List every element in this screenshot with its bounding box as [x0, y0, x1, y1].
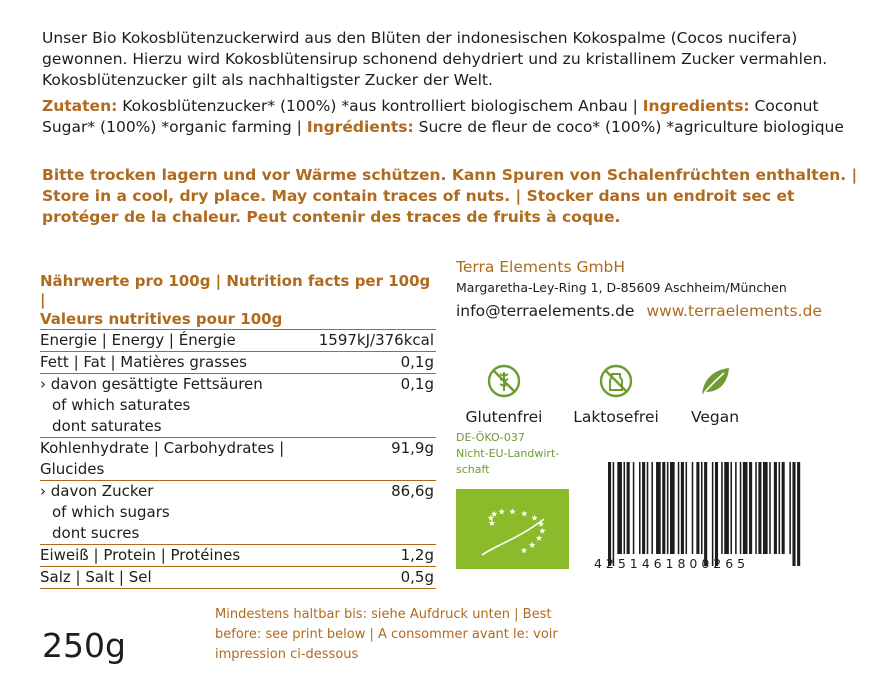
nutrition-row-value: 91,9g	[391, 439, 434, 457]
eu-organic-logo	[456, 489, 569, 569]
gluten-free-icon	[487, 364, 521, 398]
eu-leaf-star	[491, 511, 497, 517]
barcode-bar	[670, 462, 675, 554]
eco-code: DE-ÖKO-037	[456, 431, 525, 444]
nutrition-row-value: 86,6g	[391, 482, 434, 500]
barcode-bar	[779, 462, 781, 554]
nutrition-table	[40, 272, 436, 589]
eu-leaf-star	[531, 515, 537, 521]
ingredients-label-de: Zutaten:	[42, 97, 118, 115]
barcode-graphic	[584, 458, 844, 572]
eco-origin-line-1: Nicht-EU-Landwirt-	[456, 447, 560, 460]
eu-leaf-star	[509, 508, 515, 514]
nutrition-row	[40, 545, 436, 567]
eu-leaf-star	[498, 508, 504, 514]
net-weight: 250g	[42, 626, 126, 665]
barcode-bar	[721, 462, 723, 554]
barcode-bar	[686, 462, 688, 554]
nutrition-heading-1: Nährwerte pro 100g | Nutrition facts per 100g |	[40, 272, 431, 309]
nutrition-rows	[40, 330, 436, 589]
nutrition-row-line: Eiweiß | Protein | Protéines	[40, 546, 241, 564]
lactose-free-icon	[599, 364, 633, 398]
barcode-bar	[763, 462, 768, 554]
nutrition-heading-2: Valeurs nutritives pour 100g	[40, 310, 436, 330]
nutrition-row-label	[40, 545, 314, 566]
barcode-bar	[701, 462, 703, 554]
barcode-bar	[735, 462, 737, 554]
barcode-number: 4 2 5 1 4 6 1 8 0 0 2 6 5	[594, 556, 746, 571]
ingredients-label-en: Ingredients:	[642, 97, 750, 115]
nutrition-row-label	[40, 330, 314, 351]
storage-warning: Bitte trocken lagern und vor Wärme schützen. Kann Spuren von Schalenfrüchten enthalten. | Store in a cool, dry place. May contain traces of nuts. | Stocker dans un endroit sec et protéger de la chaleur. Peut contenir des traces de fruits à coque.	[42, 166, 858, 226]
barcode-bar	[627, 462, 630, 554]
company-address: Margaretha-Ley-Ring 1, D-85609 Aschheim/München	[456, 280, 787, 295]
badge-vegan-label: Vegan	[690, 408, 740, 426]
ingredients-label-fr: Ingrédients:	[306, 118, 414, 136]
eu-leaf-star	[521, 510, 527, 516]
barcode-bar	[613, 462, 615, 566]
nutrition-row	[40, 438, 436, 481]
barcode-bar	[624, 462, 626, 554]
nutrition-row	[40, 481, 436, 545]
barcode-bar	[724, 462, 729, 554]
barcode-bar	[749, 462, 752, 554]
nutrition-row-line: of which sugars	[52, 503, 170, 521]
barcode-bar	[656, 462, 661, 554]
nutrition-row-line: Kohlenhydrate | Carbohydrates |	[40, 439, 285, 457]
barcode-bar	[743, 462, 748, 554]
ingredients-text-fr: Sucre de fleur de coco* (100%) *agriculture biologique	[413, 118, 844, 136]
nutrition-row-value: 0,1g	[400, 375, 434, 393]
nutrition-row	[40, 567, 436, 589]
barcode-bar	[647, 462, 649, 554]
nutrition-row-label	[40, 374, 314, 437]
nutrition-row-label	[40, 481, 314, 544]
barcode-bar	[782, 462, 785, 554]
badge-vegan	[665, 364, 765, 426]
barcode-bar	[715, 462, 718, 566]
barcode-bar	[667, 462, 669, 554]
eco-origin-line-2: schaft	[456, 463, 490, 476]
barcode-bar	[678, 462, 680, 554]
nutrition-row	[40, 352, 436, 374]
nutrition-row-value: 1597kJ/376kcal	[318, 331, 434, 349]
barcode-bar	[639, 462, 641, 554]
eco-certification	[456, 430, 559, 478]
barcode-bar	[642, 462, 645, 554]
barcode-bar	[704, 462, 707, 566]
nutrition-row-line: Energie | Energy | Énergie	[40, 331, 236, 349]
nutrition-row-line: of which saturates	[52, 396, 191, 414]
barcode-bar	[608, 462, 611, 566]
eu-leaf-star	[489, 520, 495, 526]
nutrition-row-line: dont sucres	[52, 524, 140, 542]
nutrition-row-value: 1,2g	[400, 546, 434, 564]
barcode-bar	[789, 462, 791, 554]
eu-leaf-star	[539, 528, 545, 534]
ingredients-block	[42, 96, 862, 138]
nutrition-row-label	[40, 352, 314, 373]
best-before-note: Mindestens haltbar bis: siehe Aufdruck unten | Best before: see print below | A consommer avant le: voir impression ci-dessous	[215, 607, 558, 662]
barcode-bar	[681, 462, 684, 554]
barcode-bar	[740, 462, 742, 554]
barcode-bar	[662, 462, 665, 554]
badge-gluten-free	[454, 364, 554, 426]
product-description: Unser Bio Kokosblütenzuckerwird aus den Blüten der indonesischen Kokospalme (Cocos nucifera) gewonnen. Hierzu wird Kokosblütensirup schonend dehydriert und zu kristallinem Zucker vermahlen. Kokosblütenzucker gilt als nachhaltigster Zucker der Welt.	[42, 29, 828, 89]
nutrition-row-line: dont saturates	[52, 417, 162, 435]
nutrition-row-line: Glucides	[40, 460, 105, 478]
nutrition-row-label	[40, 438, 314, 480]
company-contact	[456, 298, 856, 324]
nutrition-row-line: Salz | Salt | Sel	[40, 568, 152, 586]
barcode-bar	[651, 462, 653, 554]
barcode-bar	[769, 462, 771, 554]
leaf-icon	[698, 364, 732, 398]
eu-leaf-star	[521, 547, 527, 553]
eu-leaf-star	[529, 542, 535, 548]
barcode-bar	[696, 462, 699, 554]
barcode-bar	[730, 462, 732, 554]
barcode	[584, 458, 844, 572]
nutrition-row-value: 0,1g	[400, 353, 434, 371]
badge-gluten-label: Glutenfrei	[465, 408, 543, 426]
company-website[interactable]: www.terraelements.de	[646, 302, 822, 320]
eu-leaf-star	[536, 535, 542, 541]
ingredients-text-en: Coconut Sugar* (100%) *organic farming |	[42, 97, 819, 136]
company-email[interactable]: info@terraelements.de	[456, 302, 635, 320]
barcode-bar	[617, 462, 622, 554]
barcode-bar	[774, 462, 777, 554]
nutrition-row	[40, 374, 436, 438]
barcode-bar	[758, 462, 761, 554]
nutrition-row-value: 0,5g	[400, 568, 434, 586]
nutrition-row-label	[40, 567, 314, 588]
barcode-bar	[633, 462, 635, 554]
ingredients-text-de: Kokosblütenzucker* (100%) *aus kontrolliert biologischem Anbau |	[117, 97, 643, 115]
barcode-bar	[797, 462, 800, 566]
barcode-bar	[755, 462, 757, 554]
barcode-bar	[792, 462, 795, 566]
barcode-bar	[712, 462, 714, 566]
nutrition-row-line: › davon gesättigte Fettsäuren	[40, 375, 263, 393]
nutrition-row-line: › davon Zucker	[40, 482, 154, 500]
nutrition-row-line: Fett | Fat | Matières grasses	[40, 353, 247, 371]
eu-organic-leaf-icon	[456, 489, 569, 569]
company-name: Terra Elements GmbH	[456, 258, 626, 276]
badge-lactose-label: Laktosefrei	[573, 408, 659, 426]
company-info	[456, 256, 856, 324]
barcode-bar	[692, 462, 694, 554]
nutrition-row	[40, 330, 436, 352]
badge-lactose-free	[566, 364, 666, 426]
